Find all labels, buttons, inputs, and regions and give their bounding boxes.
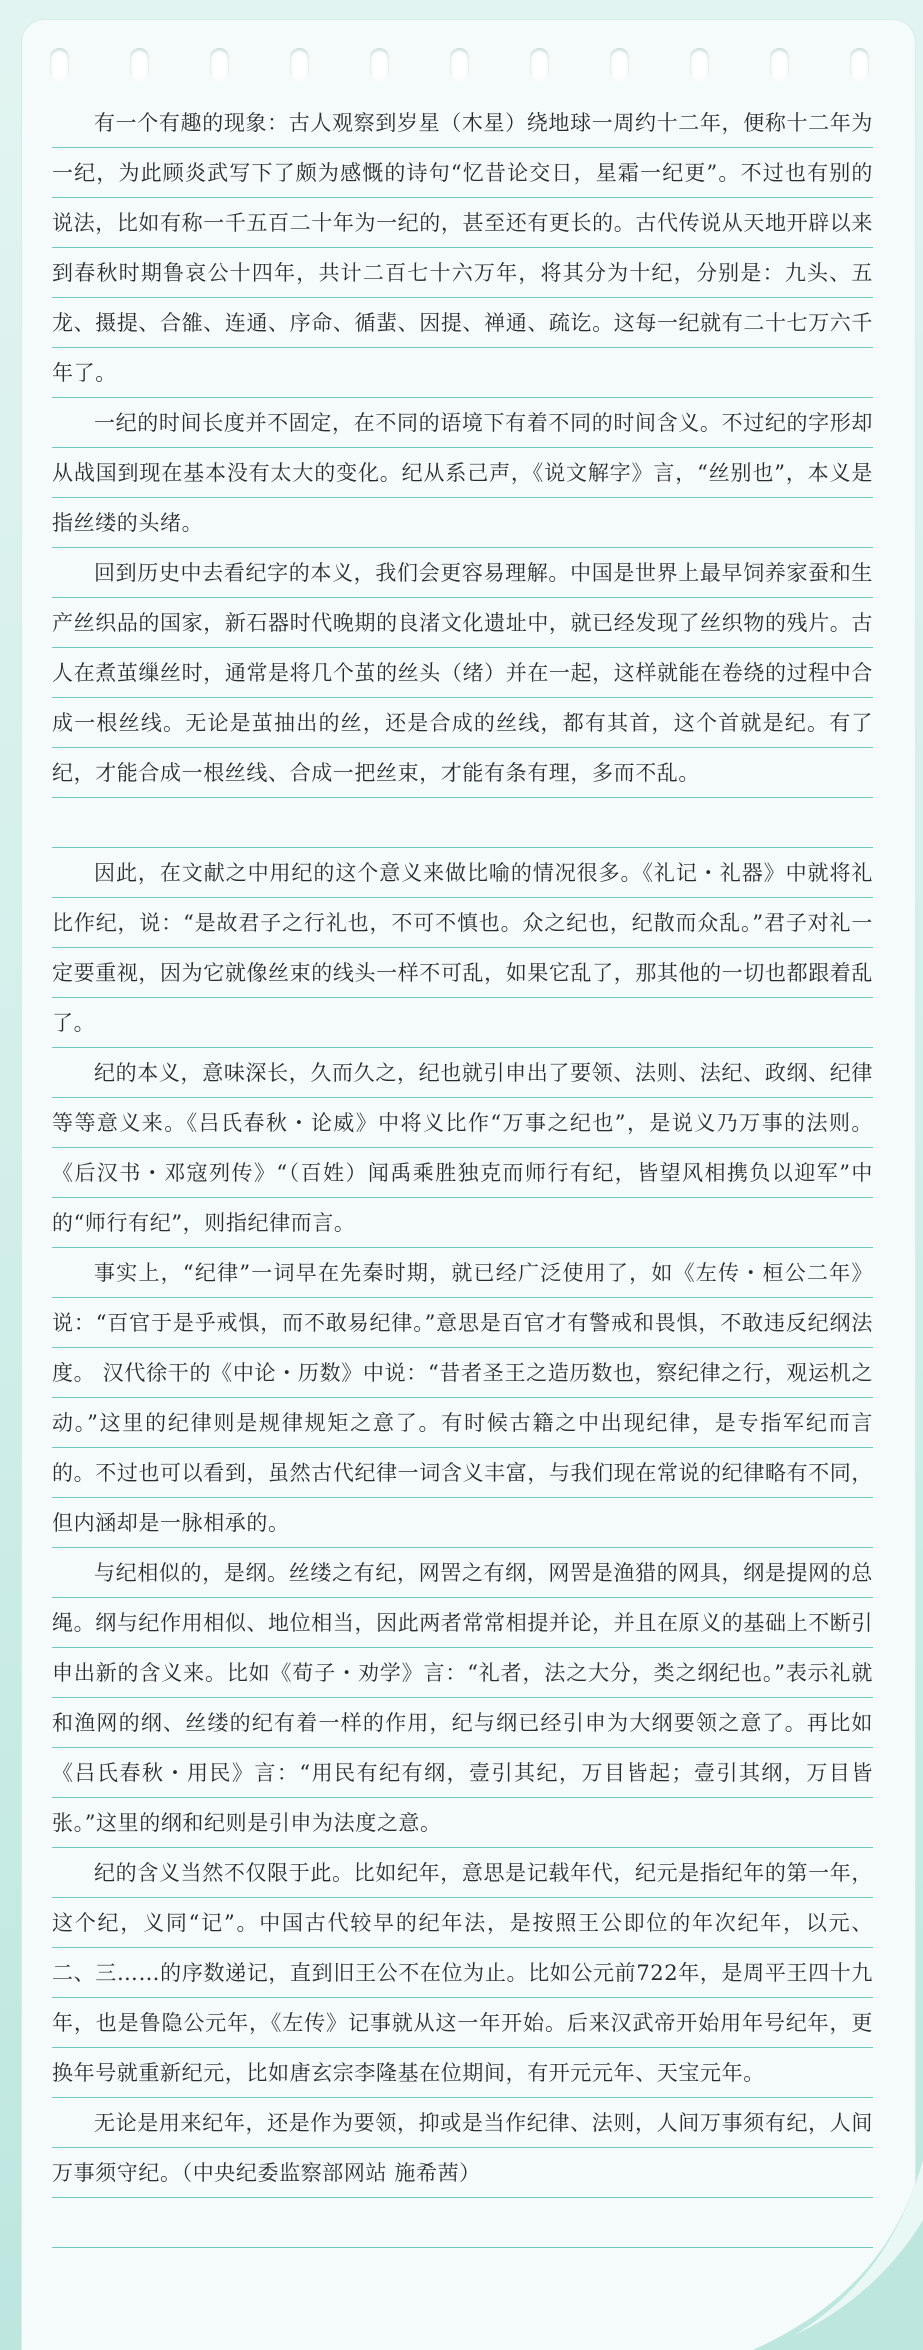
paragraph-7: 与纪相似的，是纲。丝缕之有纪，网罟之有纲，网罟是渔猎的网具，纲是提网的总绳。纲与纪作用相似、地位相当，因此两者常常相提并论，并且在原义的基础上不断引申出新的含义来。比如《荀子・劝学》言：“礼者，法之大分，类之纲纪也。”表示礼就和渔网的纲、丝缕的纪有着一样的作用，纪与纲已经引申为大纲要领之意了。再比如《吕氏春秋・用民》言：“用民有纪有纲，壹引其纪，万目皆起；壹引其纲，万目皆张。”这里的纲和纪则是引申为法度之意。 bbox=[52, 1561, 873, 1835]
paragraph-4: 因此，在文献之中用纪的这个意义来做比喻的情况很多。《礼记・礼器》中就将礼比作纪，说：“是故君子之行礼也，不可不慎也。众之纪也，纪散而众乱。”君子对礼一定要重视，因为它就像丝束的线头一样不可乱，如果它乱了，那其他的一切也都跟着乱了。 bbox=[52, 861, 873, 1035]
paragraph-8: 纪的含义当然不仅限于此。比如纪年，意思是记载年代，纪元是指纪年的第一年，这个纪，义同“记”。中国古代较早的纪年法，是按照王公即位的年次纪年，以元、二、三……的序数递记，直到旧王公不在位为止。比如公元前722年，是周平王四十九年，也是鲁隐公元年，《左传》记事就从这一年开始。后来汉武帝开始用年号纪年，更换年号就重新纪元，比如唐玄宗李隆基在位期间，有开元元年、天宝元年。 bbox=[52, 1861, 873, 2085]
binder-hole bbox=[770, 48, 789, 81]
paragraph-1: 有一个有趣的现象：古人观察到岁星（木星）绕地球一周约十二年，便称十二年为一纪，为此顾炎武写下了颇为感慨的诗句“忆昔论交日，星霜一纪更”。不过也有别的说法，比如有称一千五百二十年为一纪的，甚至还有更长的。古代传说从天地开辟以来到春秋时期鲁哀公十四年，共计二百七十六万年，将其分为十纪，分别是：九头、五龙、摄提、合雒、连通、序命、循蜚、因提、禅通、疏讫。这每一纪就有二十七万六千年了。 bbox=[52, 111, 873, 385]
binder-hole bbox=[690, 48, 709, 81]
ruled-line bbox=[52, 2198, 873, 2248]
binder-hole bbox=[50, 48, 69, 81]
ruled-line bbox=[52, 798, 873, 848]
binder-hole bbox=[850, 48, 869, 81]
binder-holes bbox=[22, 48, 915, 88]
binder-hole bbox=[290, 48, 309, 81]
paragraph-3: 回到历史中去看纪字的本义，我们会更容易理解。中国是世界上最早饲养家蚕和生产丝织品的国家，新石器时代晚期的良渚文化遗址中，就已经发现了丝织物的残片。古人在煮茧缫丝时，通常是将几个茧的丝头（绪）并在一起，这样就能在卷绕的过程中合成一根丝线。无论是茧抽出的丝，还是合成的丝线，都有其首，这个首就是纪。有了纪，才能合成一根丝线、合成一把丝束，才能有条有理，多而不乱。 bbox=[52, 561, 873, 785]
binder-hole bbox=[530, 48, 549, 81]
binder-hole bbox=[210, 48, 229, 81]
paragraph-2: 一纪的时间长度并不固定，在不同的语境下有着不同的时间含义。不过纪的字形却从战国到现在基本没有太大的变化。纪从系己声，《说文解字》言，“丝别也”，本义是指丝缕的头绪。 bbox=[52, 411, 873, 535]
binder-hole bbox=[450, 48, 469, 81]
paragraph-6: 事实上，“纪律”一词早在先秦时期，就已经广泛使用了，如《左传・桓公二年》说：“百官于是乎戒惧，而不敢易纪律。”意思是百官才有警戒和畏惧，不敢违反纪纲法度。 汉代徐干的《中论・历数》中说：“昔者圣王之造历数也，察纪律之行，观运机之动。”这里的纪律则是规律规矩之意了。有时候古籍之中出现纪律，是专指军纪而言的。不过也可以看到，虽然古代纪律一词含义丰富，与我们现在常说的纪律略有不同，但内涵却是一脉相承的。 bbox=[52, 1261, 873, 1535]
binder-hole bbox=[370, 48, 389, 81]
page-curl-corner bbox=[753, 2160, 923, 2350]
binder-hole bbox=[130, 48, 149, 81]
paragraph-5: 纪的本义，意味深长，久而久之，纪也就引申出了要领、法则、法纪、政纲、纪律等等意义来。《吕氏春秋・论威》中将义比作“万事之纪也”，是说义乃万事的法则。《后汉书・邓寇列传》“（百姓）闻禹乘胜独克而师行有纪，皆望风相携负以迎军”中的“师行有纪”，则指纪律而言。 bbox=[52, 1061, 873, 1235]
paragraph-9: 无论是用来纪年，还是作为要领，抑或是当作纪律、法则，人间万事须有纪，人间万事须守纪。（中央纪委监察部网站 施希茜） bbox=[52, 2111, 873, 2185]
binder-hole bbox=[610, 48, 629, 81]
